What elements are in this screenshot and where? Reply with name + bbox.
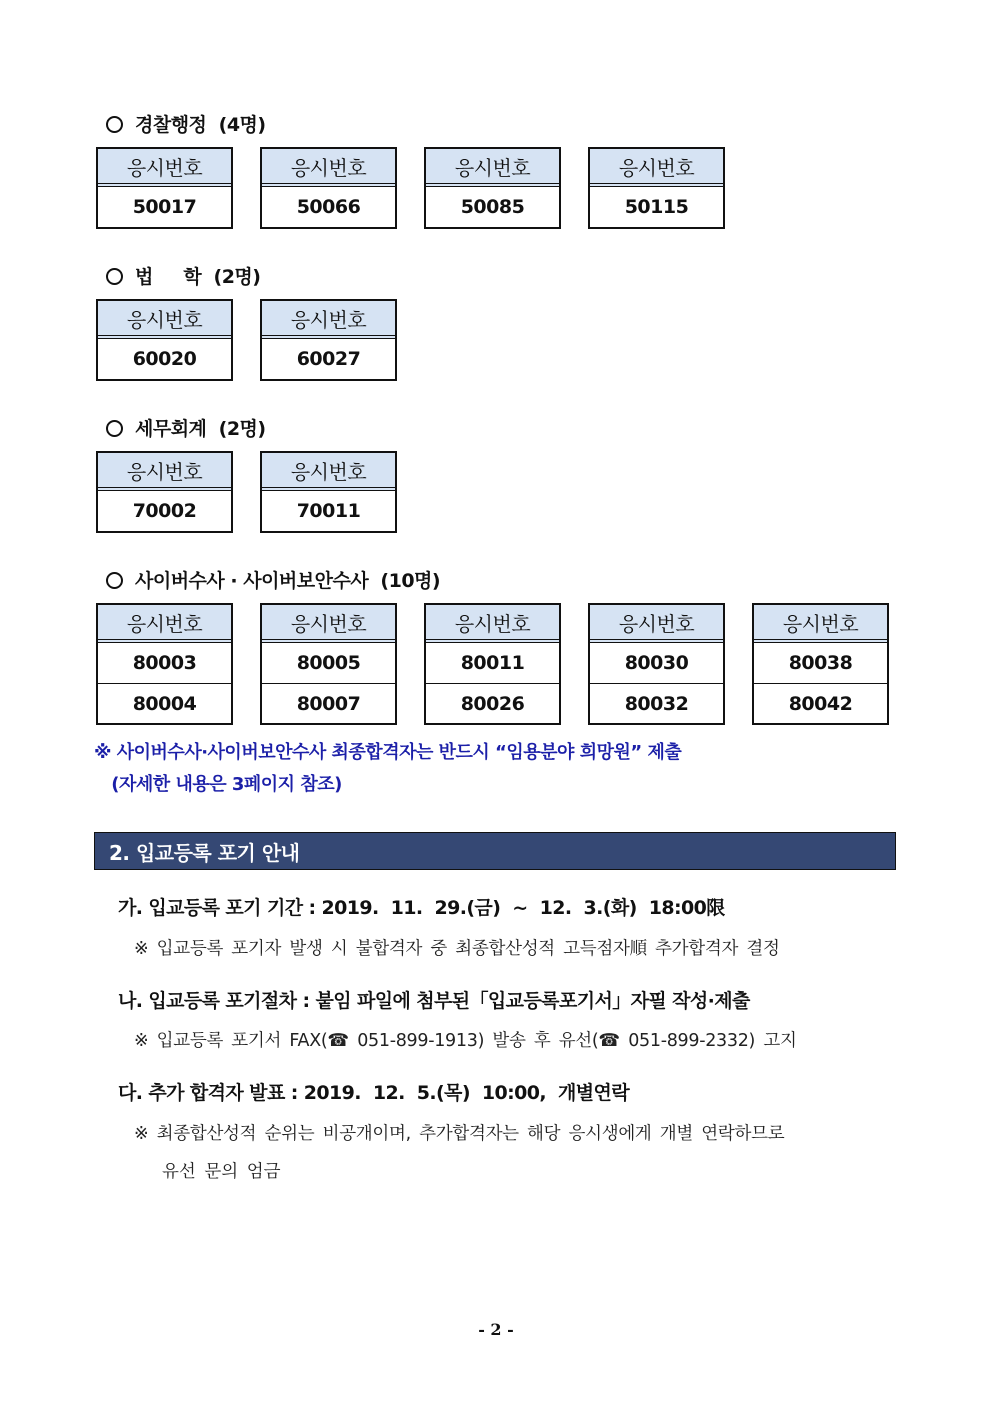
- exam-number: 80026: [426, 683, 559, 723]
- exam-number: 80042: [754, 683, 887, 723]
- exam-number-box: 응시번호 70011: [260, 451, 397, 533]
- item-procedure-heading: 나. 입교등록 포기절차 : 붙임 파일에 첨부된「입교등록포기서」자필 작성·제출: [118, 990, 750, 1012]
- item-announcement-note: ※ 최종합산성적 순위는 비공개이며, 추가합격자는 해당 응시생에게 개별 연락하므로: [134, 1124, 785, 1144]
- exam-number-box: 응시번호 80003 80004: [96, 603, 233, 725]
- item-procedure-note: ※ 입교등록 포기서 FAX(☎ 051-899-1913) 발송 후 유선(☎ 051-899-2332) 고지: [134, 1031, 797, 1051]
- exam-number-box: 응시번호 80005 80007: [260, 603, 397, 725]
- circle-bullet-icon: [106, 116, 123, 133]
- exam-number: 50085: [460, 196, 525, 218]
- item-announcement-heading: 다. 추가 합격자 발표 : 2019. 12. 5.(목) 10:00, 개별연락: [118, 1082, 630, 1104]
- section-title-law: 법 학 (2명): [106, 262, 260, 289]
- exam-number: 80011: [460, 652, 525, 674]
- circle-bullet-icon: [106, 268, 123, 285]
- exam-number-box: 응시번호 80011 80026: [424, 603, 561, 725]
- exam-number: 80030: [624, 652, 689, 674]
- exam-number-box: 응시번호 60020: [96, 299, 233, 381]
- exam-number-box: 응시번호 50017: [96, 147, 233, 229]
- exam-number: 80005: [296, 652, 361, 674]
- exam-number-box: 응시번호 70002: [96, 451, 233, 533]
- section-title-cyber: 사이버수사 · 사이버보안수사 (10명): [106, 566, 440, 593]
- exam-number: 60020: [132, 348, 197, 370]
- exam-number-grid-police-admin: [96, 147, 725, 229]
- exam-number: 70002: [132, 500, 197, 522]
- exam-number-box: 응시번호 80038 80042: [752, 603, 889, 725]
- section2-title: 2. 입교등록 포기 안내: [109, 840, 300, 865]
- cyber-note-line2: (자세한 내용은 3페이지 참조): [94, 774, 342, 795]
- exam-number-box: 응시번호 80030 80032: [588, 603, 725, 725]
- exam-number: 80003: [132, 652, 197, 674]
- exam-number: 50017: [132, 196, 197, 218]
- exam-number-box: 응시번호 50085: [424, 147, 561, 229]
- exam-number: 50066: [296, 196, 361, 218]
- exam-number: 80032: [590, 683, 723, 723]
- circle-bullet-icon: [106, 572, 123, 589]
- exam-number-box: 응시번호 50066: [260, 147, 397, 229]
- exam-number: 70011: [296, 500, 361, 522]
- exam-number-box: 응시번호 50115: [588, 147, 725, 229]
- section-title-tax-accounting: 세무회계 (2명): [106, 414, 266, 441]
- exam-number-grid-law: [96, 299, 397, 381]
- exam-number-grid-tax-accounting: [96, 451, 397, 533]
- exam-number: 80038: [788, 652, 853, 674]
- exam-number-box: 응시번호 60027: [260, 299, 397, 381]
- item-period-note: ※ 입교등록 포기자 발생 시 불합격자 중 최종합산성적 고득점자順 추가합격자 결정: [134, 939, 780, 959]
- section-title-police-admin: 경찰행정 (4명): [106, 110, 266, 137]
- page-number: - 2 -: [478, 1320, 514, 1339]
- exam-number: 80007: [262, 683, 395, 723]
- section2-banner: [94, 832, 896, 870]
- exam-number: 80004: [98, 683, 231, 723]
- exam-number-grid-cyber: [96, 603, 889, 725]
- exam-number: 50115: [624, 196, 689, 218]
- exam-number: 60027: [296, 348, 361, 370]
- circle-bullet-icon: [106, 420, 123, 437]
- item-announcement-note-cont: 유선 문의 엄금: [162, 1162, 281, 1182]
- item-period-heading: 가. 입교등록 포기 기간 : 2019. 11. 29.(금) ~ 12. 3.(화) 18:00限: [118, 897, 725, 919]
- cyber-note-line1: ※ 사이버수사·사이버보안수사 최종합격자는 반드시 “임용분야 희망원” 제출: [94, 742, 682, 763]
